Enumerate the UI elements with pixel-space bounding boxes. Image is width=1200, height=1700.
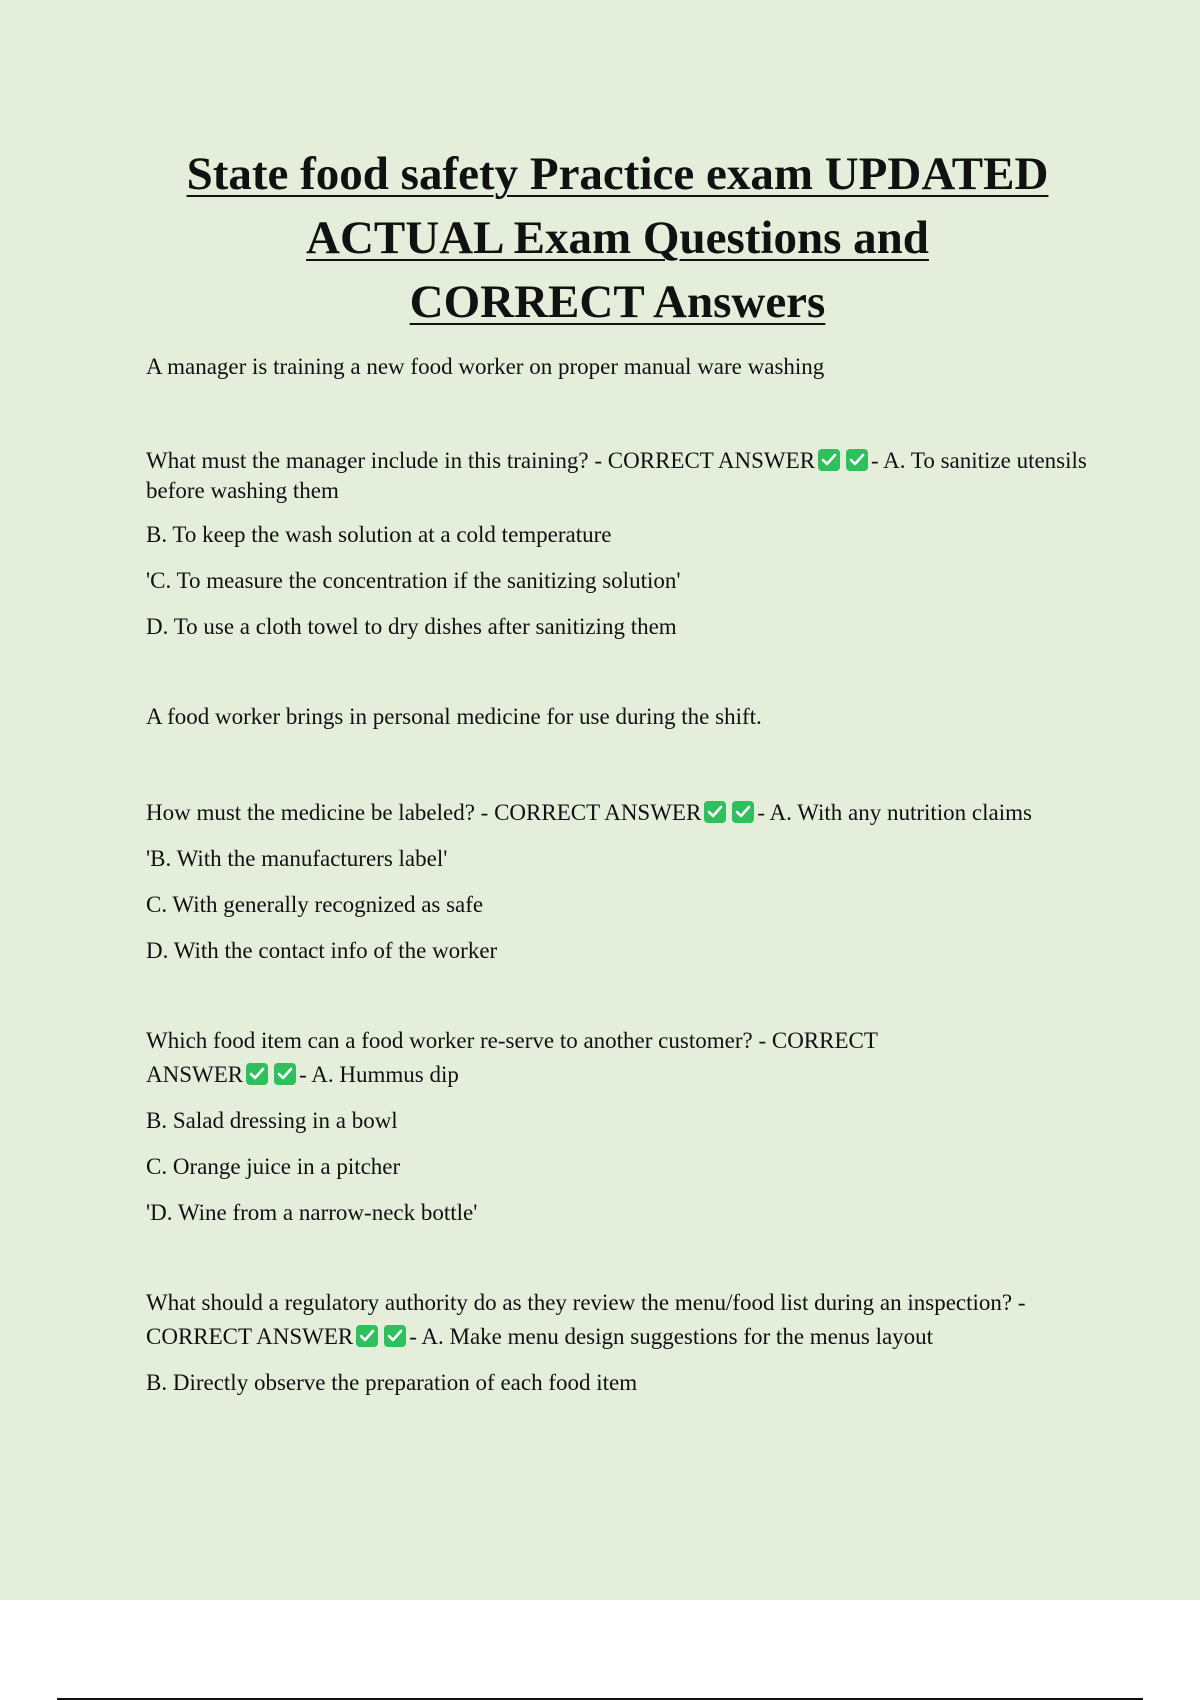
q4-option-b: B. Directly observe the preparation of each food item: [146, 1370, 638, 1395]
q2-question-text: How must the medicine be labeled? - CORRECT ANSWER: [146, 800, 702, 825]
white-check-mark-icon: [818, 449, 840, 471]
q2-answer-a: - A. With any nutrition claims: [757, 800, 1032, 825]
document-title: State food safety Practice exam UPDATED ACTUAL Exam Questions and CORRECT Answers: [186, 148, 1049, 328]
q3-option-d: 'D. Wine from a narrow-neck bottle': [146, 1200, 478, 1225]
q2-question: [146, 796, 1106, 830]
q1-option-b: B. To keep the wash solution at a cold temperature: [146, 522, 612, 547]
white-check-mark-icon: [356, 1325, 378, 1347]
q4-answer-a: - A. Make menu design suggestions for the menus layout: [409, 1324, 934, 1349]
q2-intro: A food worker brings in personal medicine for use during the shift.: [146, 704, 762, 729]
white-check-mark-icon: [732, 801, 754, 823]
q3-question: [146, 1024, 946, 1092]
q2-option-c: C. With generally recognized as safe: [146, 892, 484, 917]
white-check-mark-icon: [846, 449, 868, 471]
q3-answer-a: - A. Hummus dip: [299, 1062, 459, 1087]
white-check-mark-icon: [274, 1063, 296, 1085]
q4-question-text: What should a regulatory authority do as they review the menu/food list during an inspection? - CORRECT ANSWER: [146, 1290, 1026, 1349]
q3-option-c: C. Orange juice in a pitcher: [146, 1154, 401, 1179]
q1-question-text: What must the manager include in this training? - CORRECT ANSWER: [146, 448, 816, 473]
white-check-mark-icon: [704, 801, 726, 823]
q1-option-c: 'C. To measure the concentration if the sanitizing solution': [146, 568, 681, 593]
q4-question: [146, 1286, 1106, 1354]
document-body: [146, 350, 1106, 1400]
q1-question: [146, 446, 1106, 506]
q2-option-d: D. With the contact info of the worker: [146, 938, 498, 963]
q1-option-d: D. To use a cloth towel to dry dishes after sanitizing them: [146, 614, 677, 639]
white-check-mark-icon: [384, 1325, 406, 1347]
q3-option-b: B. Salad dressing in a bowl: [146, 1108, 398, 1133]
white-check-mark-icon: [246, 1063, 268, 1085]
q1-answer-a: - A. To sanitize utensils before washing them: [146, 448, 1087, 503]
q2-option-b: 'B. With the manufacturers label': [146, 846, 448, 871]
q1-intro: A manager is training a new food worker on proper manual ware washing: [146, 354, 825, 379]
q3-question-text: Which food item can a food worker re-serve to another customer? - CORRECT ANSWER: [146, 1028, 878, 1087]
